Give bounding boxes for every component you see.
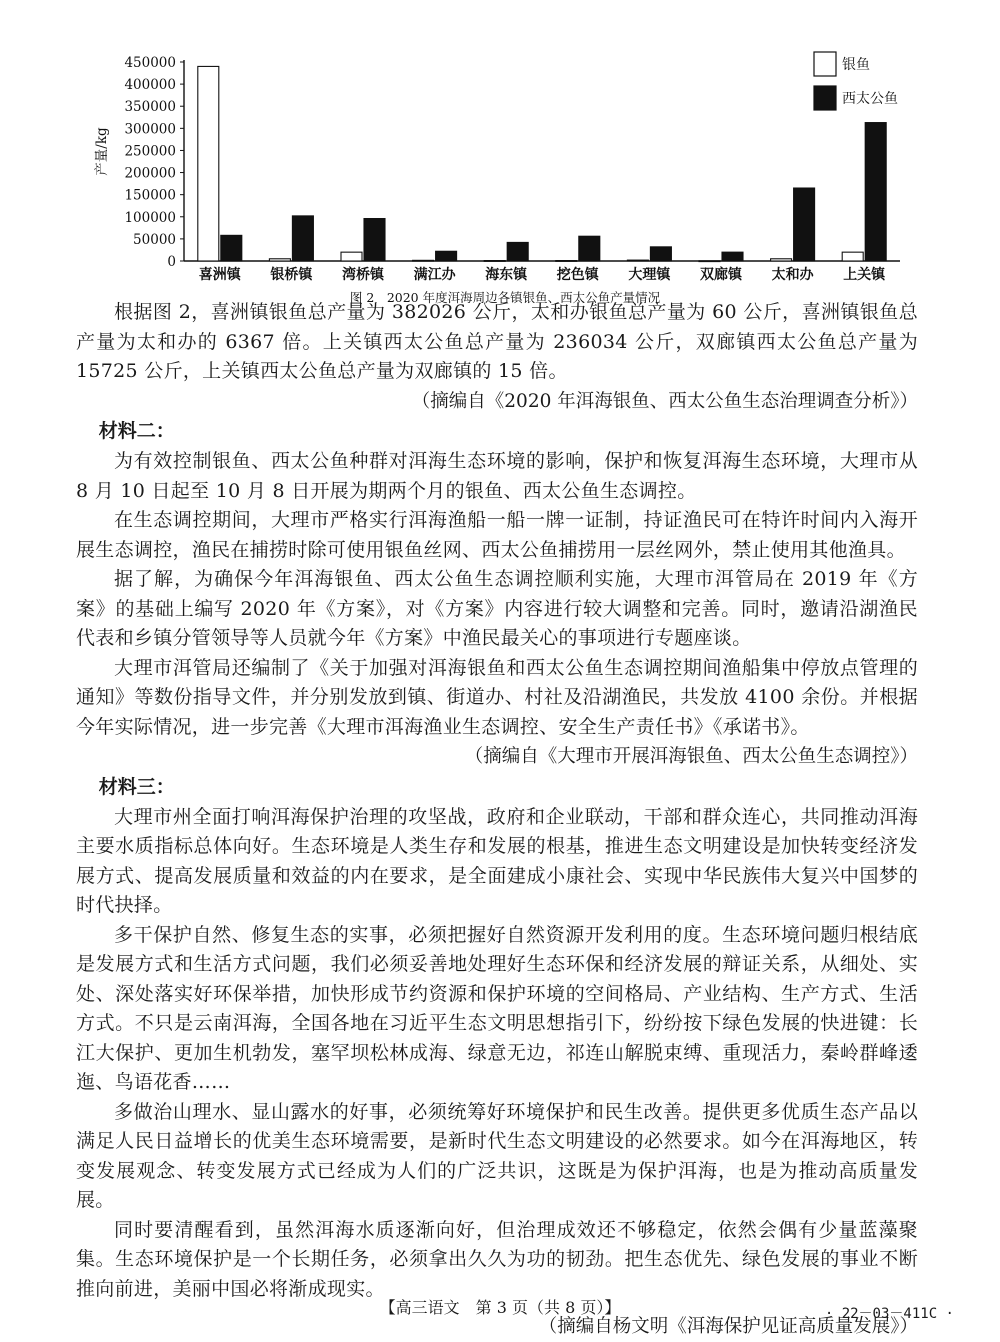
bar-smelt bbox=[579, 236, 600, 261]
bar-silverfish bbox=[269, 259, 290, 261]
paragraph-2c: 据了解，为确保今年洱海银鱼、西太公鱼生态调控顺利实施，大理市洱管局在 2019 年《方案》的基础上编写 2020 年《方案》，对《方案》内容进行较大调整和完善。同时，邀请沿湖渔民代表和乡镇分管领导等人员就今年《方案》中渔民最关心的事项进行专题座谈。 bbox=[76, 568, 918, 649]
article-body bbox=[76, 298, 918, 1342]
exam-code: · 22－03－411C · bbox=[824, 1306, 954, 1322]
y-tick-label: 150000 bbox=[124, 187, 176, 204]
y-tick-label: 300000 bbox=[124, 121, 176, 138]
source-note-1: （摘编自《2020 年洱海银鱼、西太公鱼生态治理调查分析》） bbox=[411, 390, 918, 412]
figure-caption: 图 2 2020 年度洱海周边各镇银鱼、西太公鱼产量情况 bbox=[349, 290, 661, 305]
bar-silverfish bbox=[341, 252, 362, 261]
bar-smelt bbox=[436, 251, 457, 261]
y-tick-label: 250000 bbox=[124, 143, 176, 160]
x-tick-label: 太和办 bbox=[771, 267, 814, 283]
paragraph-analysis: 根据图 2，喜洲镇银鱼总产量为 382026 公斤，太和办银鱼总产量为 60 公斤，喜洲镇银鱼总产量为太和办的 6367 倍。上关镇西太公鱼总产量为 236034 公斤，双廊镇西太公鱼总产量为 15725 公斤，上关镇西太公鱼总产量为双廊镇的 15 倍。 bbox=[76, 301, 918, 382]
y-axis-label: 产量/kg bbox=[94, 127, 110, 176]
source-note-2: （摘编自《大理市开展洱海银鱼、西太公鱼生态调控》） bbox=[464, 746, 918, 767]
y-tick-label: 50000 bbox=[133, 231, 176, 248]
bar-smelt bbox=[722, 252, 743, 261]
y-tick-label: 0 bbox=[167, 254, 176, 270]
legend-label: 西太公鱼 bbox=[842, 91, 898, 107]
x-tick-label: 双廊镇 bbox=[700, 267, 742, 283]
y-tick-label: 100000 bbox=[124, 209, 176, 226]
bar-silverfish bbox=[556, 261, 577, 262]
x-tick-label: 上关镇 bbox=[843, 267, 886, 283]
source-note-3: （摘编自杨文明《洱海保护见证高质量发展》） bbox=[538, 1316, 918, 1337]
paragraph-3c: 多做治山理水、显山露水的好事，必须统筹好环境保护和民生改善。提供更多优质生态产品以满足人民日益增长的优美生态环境需要，是新时代生态文明建设的必然要求。如今在洱海地区，转变发展观念、转变发展方式已经成为人们的广泛共识，这既是为保护洱海，也是为推动高质量发展。 bbox=[76, 1100, 918, 1211]
page-number: 【高三语文 第 3 页（共 8 页）】 bbox=[379, 1298, 621, 1317]
bar-silverfish bbox=[842, 252, 863, 261]
x-tick-label: 大理镇 bbox=[628, 267, 671, 283]
bar-silverfish bbox=[627, 260, 648, 261]
y-tick-label: 450000 bbox=[124, 55, 176, 71]
bar-smelt bbox=[794, 188, 815, 261]
paragraph-2b: 在生态调控期间，大理市严格实行洱海渔船一船一牌一证制，持证渔民可在特许时间内入海开展生态调控，渔民在捕捞时除可使用银鱼丝网、西太公鱼捕捞用一层丝网外，禁止使用其他渔具。 bbox=[76, 509, 918, 561]
paragraph-3b: 多干保护自然、修复生态的实事，必须把握好自然资源开发利用的度。生态环境问题归根结底是发展方式和生活方式问题，我们必须妥善地处理好生态环保和经济发展的辩证关系，从细处、实处、深处落实好环保举措，加快形成节约资源和保护环境的空间格局、产业结构、生产方式、生活方式。不只是云南洱海，全国各地在习近平生态文明思想指引下，纷纷按下绿色发展的快进键：长江大保护、更加生机勃发，塞罕坝松林成海、绿意无边，祁连山解脱束缚、重现活力，秦岭群峰逶迤、鸟语花香…… bbox=[76, 923, 918, 1093]
y-tick-label: 350000 bbox=[124, 99, 176, 116]
legend-label: 银鱼 bbox=[842, 57, 870, 73]
bar-smelt bbox=[865, 123, 886, 261]
heading-material-2: 材料二： bbox=[98, 420, 175, 442]
paragraph-2d: 大理市洱管局还编制了《关于加强对洱海银鱼和西太公鱼生态调控期间渔船集中停放点管理的通知》等数份指导文件，并分别发放到镇、街道办、村社及沿湖渔民，共发放 4100 余份。并根据今年实际情况，进一步完善《大理市洱海渔业生态调控、安全生产责任书》《承诺书》。 bbox=[76, 656, 918, 738]
bar-smelt bbox=[650, 247, 671, 261]
page-footer bbox=[0, 1293, 1000, 1323]
bar-silverfish bbox=[771, 259, 792, 261]
x-tick-label: 银桥镇 bbox=[270, 267, 313, 283]
y-tick-label: 400000 bbox=[124, 77, 176, 94]
bar-silverfish bbox=[699, 261, 720, 262]
x-tick-label: 海东镇 bbox=[485, 267, 528, 283]
heading-material-3: 材料三： bbox=[98, 775, 175, 798]
legend-swatch bbox=[814, 52, 836, 76]
bar-smelt bbox=[364, 219, 385, 261]
paragraph-3a: 大理市州全面打响洱海保护治理的攻坚战，政府和企业联动，干部和群众连心，共同推动洱海主要水质指标总体向好。生态环境是人类生存和发展的根基，推进生态文明建设是加快转变经济发展方式、提高发展质量和效益的内在要求，是全面建成小康社会、实现中华民族伟大复兴中国梦的时代抉择。 bbox=[76, 805, 918, 916]
paragraph-2a: 为有效控制银鱼、西太公鱼种群对洱海生态环境的影响，保护和恢复洱海生态环境，大理市从 8 月 10 日起至 10 月 8 日开展为期两个月的银鱼、西太公鱼生态调控。 bbox=[76, 450, 918, 502]
y-tick-label: 200000 bbox=[124, 165, 176, 182]
bar-chart bbox=[40, 40, 980, 315]
bar-silverfish bbox=[413, 260, 434, 261]
bar-smelt bbox=[221, 235, 242, 261]
x-tick-label: 湾桥镇 bbox=[342, 267, 384, 283]
x-tick-label: 喜洲镇 bbox=[198, 267, 241, 283]
figure-2-chart bbox=[40, 40, 980, 315]
bar-smelt bbox=[292, 216, 313, 261]
x-tick-label: 满江办 bbox=[413, 267, 456, 283]
legend-swatch bbox=[814, 86, 836, 110]
paragraph-3d: 同时要清醒看到，虽然洱海水质逐渐向好，但治理成效还不够稳定，依然会偶有少量蓝藻聚集。生态环境保护是一个长期任务，必须拿出久久为功的韧劲。把生态优先、绿色发展的事业不断推向前进，美丽中国必将渐成现实。 bbox=[76, 1218, 918, 1300]
bar-silverfish bbox=[198, 66, 219, 261]
x-tick-label: 挖色镇 bbox=[556, 267, 599, 283]
bar-smelt bbox=[507, 242, 528, 261]
bar-silverfish bbox=[484, 261, 505, 262]
